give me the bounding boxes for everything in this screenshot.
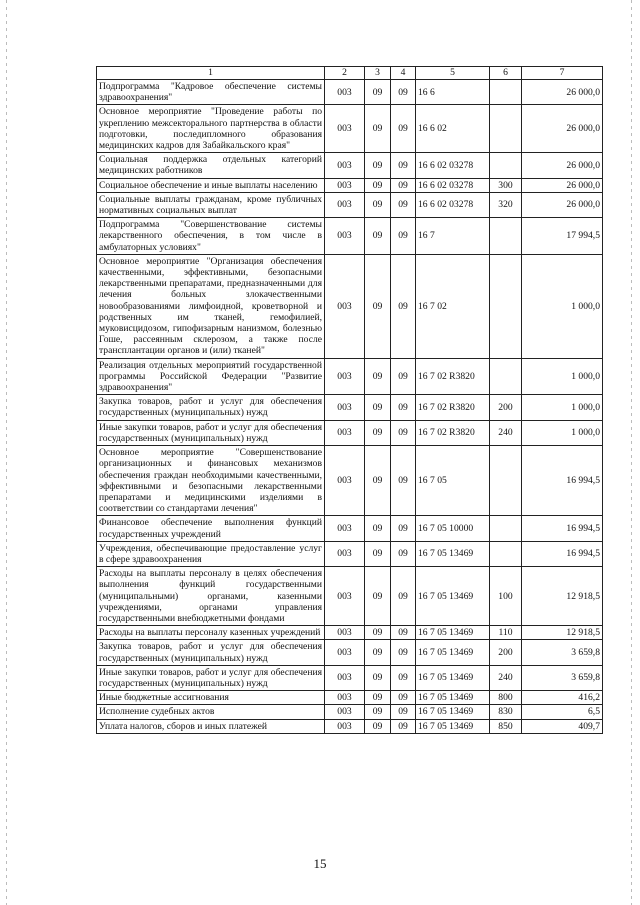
row-name-cell: Расходы на выплаты персоналу в целях обеспечения выполнения функций государственными (муниципальными) органами, казенными учреждениями, органами управления государственными внебюджетными фондами <box>97 567 325 626</box>
row-name-cell: Социальная поддержка отдельных категорий медицинских работников <box>97 153 325 178</box>
row-name-cell: Основное мероприятие "Проведение работы по укреплению межсекторального партнерства в области подготовки, последипломного образования медицинских кадров для Забайкальского края" <box>97 105 325 153</box>
row-target-article-cell: 16 7 <box>416 218 490 255</box>
row-subsection-cell: 09 <box>391 254 416 358</box>
table-row <box>97 541 603 566</box>
row-target-article-cell: 16 7 05 13469 <box>416 567 490 626</box>
row-expense-type-cell: 240 <box>490 420 522 445</box>
row-name-cell: Расходы на выплаты персоналу казенных учреждений <box>97 626 325 640</box>
row-name-cell: Основное мероприятие "Совершенствование организационных и финансовых механизмов обеспечения граждан необходимыми качественными, эффективными и безопасными лекарственными препаратами и медицинскими изделиями в соответствии со стандартами лечения" <box>97 446 325 516</box>
row-target-article-cell: 16 6 02 03278 <box>416 192 490 217</box>
table-row <box>97 567 603 626</box>
row-admin-code-cell: 003 <box>325 516 365 541</box>
row-section-cell: 09 <box>365 640 391 665</box>
row-subsection-cell: 09 <box>391 541 416 566</box>
row-amount-cell: 1 000,0 <box>522 420 603 445</box>
header-col-7: 7 <box>522 67 603 80</box>
row-subsection-cell: 09 <box>391 719 416 733</box>
row-expense-type-cell: 850 <box>490 719 522 733</box>
row-name-cell: Социальное обеспечение и иные выплаты населению <box>97 178 325 192</box>
row-admin-code-cell: 003 <box>325 719 365 733</box>
row-name-cell: Подпрограмма "Совершенствование системы лекарственного обеспечения, в том числе в амбулаторных условиях" <box>97 218 325 255</box>
table-row <box>97 178 603 192</box>
row-subsection-cell: 09 <box>391 640 416 665</box>
row-section-cell: 09 <box>365 567 391 626</box>
row-admin-code-cell: 003 <box>325 626 365 640</box>
row-section-cell: 09 <box>365 153 391 178</box>
row-amount-cell: 26 000,0 <box>522 153 603 178</box>
header-col-2: 2 <box>325 67 365 80</box>
row-subsection-cell: 09 <box>391 626 416 640</box>
row-subsection-cell: 09 <box>391 567 416 626</box>
table-row <box>97 665 603 690</box>
row-section-cell: 09 <box>365 691 391 705</box>
table-row <box>97 395 603 420</box>
row-expense-type-cell <box>490 541 522 566</box>
row-expense-type-cell: 320 <box>490 192 522 217</box>
header-col-3: 3 <box>365 67 391 80</box>
row-name-cell: Иные бюджетные ассигнования <box>97 691 325 705</box>
row-admin-code-cell: 003 <box>325 420 365 445</box>
row-section-cell: 09 <box>365 358 391 395</box>
row-expense-type-cell <box>490 153 522 178</box>
row-section-cell: 09 <box>365 105 391 153</box>
row-name-cell: Иные закупки товаров, работ и услуг для обеспечения государственных (муниципальных) нужд <box>97 420 325 445</box>
row-target-article-cell: 16 7 05 13469 <box>416 640 490 665</box>
table-row <box>97 626 603 640</box>
table-row <box>97 358 603 395</box>
row-amount-cell: 1 000,0 <box>522 254 603 358</box>
row-name-cell: Учреждения, обеспечивающие предоставление услуг в сфере здравоохранения <box>97 541 325 566</box>
row-expense-type-cell <box>490 446 522 516</box>
row-amount-cell: 12 918,5 <box>522 626 603 640</box>
row-amount-cell: 409,7 <box>522 719 603 733</box>
scan-edge-left <box>6 0 7 905</box>
row-target-article-cell: 16 7 05 13469 <box>416 719 490 733</box>
row-admin-code-cell: 003 <box>325 395 365 420</box>
header-col-6: 6 <box>490 67 522 80</box>
row-amount-cell: 16 994,5 <box>522 516 603 541</box>
row-target-article-cell: 16 6 02 <box>416 105 490 153</box>
row-section-cell: 09 <box>365 541 391 566</box>
row-subsection-cell: 09 <box>391 446 416 516</box>
row-admin-code-cell: 003 <box>325 178 365 192</box>
row-admin-code-cell: 003 <box>325 691 365 705</box>
row-subsection-cell: 09 <box>391 395 416 420</box>
row-subsection-cell: 09 <box>391 358 416 395</box>
row-section-cell: 09 <box>365 626 391 640</box>
row-section-cell: 09 <box>365 218 391 255</box>
row-admin-code-cell: 003 <box>325 640 365 665</box>
row-name-cell: Закупка товаров, работ и услуг для обеспечения государственных (муниципальных) нужд <box>97 640 325 665</box>
row-name-cell: Иные закупки товаров, работ и услуг для обеспечения государственных (муниципальных) нужд <box>97 665 325 690</box>
row-amount-cell: 16 994,5 <box>522 541 603 566</box>
row-subsection-cell: 09 <box>391 80 416 105</box>
row-amount-cell: 12 918,5 <box>522 567 603 626</box>
row-target-article-cell: 16 7 02 <box>416 254 490 358</box>
row-target-article-cell: 16 7 02 R3820 <box>416 395 490 420</box>
row-expense-type-cell <box>490 80 522 105</box>
table-row <box>97 218 603 255</box>
table-row <box>97 192 603 217</box>
table-row <box>97 105 603 153</box>
row-expense-type-cell: 800 <box>490 691 522 705</box>
table-row <box>97 153 603 178</box>
row-amount-cell: 3 659,8 <box>522 640 603 665</box>
row-target-article-cell: 16 7 05 <box>416 446 490 516</box>
table-row <box>97 420 603 445</box>
row-name-cell: Уплата налогов, сборов и иных платежей <box>97 719 325 733</box>
table-header-row <box>97 67 603 80</box>
row-subsection-cell: 09 <box>391 105 416 153</box>
row-subsection-cell: 09 <box>391 705 416 719</box>
row-subsection-cell: 09 <box>391 178 416 192</box>
row-amount-cell: 26 000,0 <box>522 178 603 192</box>
table-row <box>97 516 603 541</box>
row-admin-code-cell: 003 <box>325 541 365 566</box>
row-name-cell: Финансовое обеспечение выполнения функций государственных учреждений <box>97 516 325 541</box>
row-target-article-cell: 16 7 05 13469 <box>416 541 490 566</box>
row-section-cell: 09 <box>365 446 391 516</box>
row-section-cell: 09 <box>365 192 391 217</box>
table-row <box>97 691 603 705</box>
row-target-article-cell: 16 7 02 R3820 <box>416 358 490 395</box>
row-amount-cell: 17 994,5 <box>522 218 603 255</box>
table-row <box>97 640 603 665</box>
row-section-cell: 09 <box>365 705 391 719</box>
row-expense-type-cell: 830 <box>490 705 522 719</box>
row-admin-code-cell: 003 <box>325 153 365 178</box>
header-col-5: 5 <box>416 67 490 80</box>
row-subsection-cell: 09 <box>391 691 416 705</box>
row-name-cell: Исполнение судебных актов <box>97 705 325 719</box>
row-expense-type-cell: 100 <box>490 567 522 626</box>
row-name-cell: Подпрограмма "Кадровое обеспечение системы здравоохранения" <box>97 80 325 105</box>
row-name-cell: Реализация отдельных мероприятий государственной программы Российской Федерации "Развитие здравоохранения" <box>97 358 325 395</box>
row-admin-code-cell: 003 <box>325 80 365 105</box>
row-admin-code-cell: 003 <box>325 254 365 358</box>
row-name-cell: Основное мероприятие "Организация обеспечения качественными, эффективными, безопасными лекарственными препаратами, предназначенными для лечения больных злокачественными новообразованиями лимфоидной, кроветворной и родственных им тканей, гемофилией, муковисцидозом, гипофизарным нанизмом, болезнью Гоше, рассеянным склерозом, а также после трансплантации органов и (или) тканей" <box>97 254 325 358</box>
row-target-article-cell: 16 6 02 03278 <box>416 153 490 178</box>
row-section-cell: 09 <box>365 254 391 358</box>
row-expense-type-cell <box>490 358 522 395</box>
row-target-article-cell: 16 6 02 03278 <box>416 178 490 192</box>
row-name-cell: Социальные выплаты гражданам, кроме публичных нормативных социальных выплат <box>97 192 325 217</box>
row-expense-type-cell: 200 <box>490 640 522 665</box>
table-row <box>97 80 603 105</box>
row-target-article-cell: 16 7 05 13469 <box>416 705 490 719</box>
row-target-article-cell: 16 7 05 10000 <box>416 516 490 541</box>
row-section-cell: 09 <box>365 516 391 541</box>
row-amount-cell: 26 000,0 <box>522 105 603 153</box>
table-row <box>97 446 603 516</box>
row-expense-type-cell <box>490 105 522 153</box>
row-expense-type-cell: 300 <box>490 178 522 192</box>
row-admin-code-cell: 003 <box>325 358 365 395</box>
row-admin-code-cell: 003 <box>325 446 365 516</box>
row-expense-type-cell <box>490 218 522 255</box>
row-admin-code-cell: 003 <box>325 665 365 690</box>
row-expense-type-cell: 110 <box>490 626 522 640</box>
row-section-cell: 09 <box>365 395 391 420</box>
row-subsection-cell: 09 <box>391 516 416 541</box>
row-target-article-cell: 16 7 05 13469 <box>416 626 490 640</box>
row-section-cell: 09 <box>365 665 391 690</box>
budget-table <box>96 66 603 734</box>
row-amount-cell: 26 000,0 <box>522 192 603 217</box>
row-subsection-cell: 09 <box>391 420 416 445</box>
header-col-1: 1 <box>97 67 325 80</box>
row-amount-cell: 26 000,0 <box>522 80 603 105</box>
row-expense-type-cell: 200 <box>490 395 522 420</box>
row-amount-cell: 3 659,8 <box>522 665 603 690</box>
row-expense-type-cell <box>490 516 522 541</box>
row-amount-cell: 6,5 <box>522 705 603 719</box>
table-body <box>97 80 603 734</box>
row-amount-cell: 16 994,5 <box>522 446 603 516</box>
scan-edge-right <box>631 0 632 905</box>
row-section-cell: 09 <box>365 178 391 192</box>
row-target-article-cell: 16 7 05 13469 <box>416 691 490 705</box>
table-row <box>97 254 603 358</box>
row-subsection-cell: 09 <box>391 218 416 255</box>
row-amount-cell: 1 000,0 <box>522 358 603 395</box>
row-admin-code-cell: 003 <box>325 192 365 217</box>
row-admin-code-cell: 003 <box>325 105 365 153</box>
row-target-article-cell: 16 7 02 R3820 <box>416 420 490 445</box>
row-admin-code-cell: 003 <box>325 567 365 626</box>
row-admin-code-cell: 003 <box>325 218 365 255</box>
row-subsection-cell: 09 <box>391 192 416 217</box>
row-amount-cell: 1 000,0 <box>522 395 603 420</box>
row-target-article-cell: 16 6 <box>416 80 490 105</box>
row-subsection-cell: 09 <box>391 153 416 178</box>
row-expense-type-cell: 240 <box>490 665 522 690</box>
row-name-cell: Закупка товаров, работ и услуг для обеспечения государственных (муниципальных) нужд <box>97 395 325 420</box>
row-section-cell: 09 <box>365 80 391 105</box>
row-amount-cell: 416,2 <box>522 691 603 705</box>
row-section-cell: 09 <box>365 420 391 445</box>
table-row <box>97 705 603 719</box>
row-subsection-cell: 09 <box>391 665 416 690</box>
row-expense-type-cell <box>490 254 522 358</box>
header-col-4: 4 <box>391 67 416 80</box>
row-target-article-cell: 16 7 05 13469 <box>416 665 490 690</box>
table-row <box>97 719 603 733</box>
row-admin-code-cell: 003 <box>325 705 365 719</box>
page-number: 15 <box>313 856 327 871</box>
row-section-cell: 09 <box>365 719 391 733</box>
